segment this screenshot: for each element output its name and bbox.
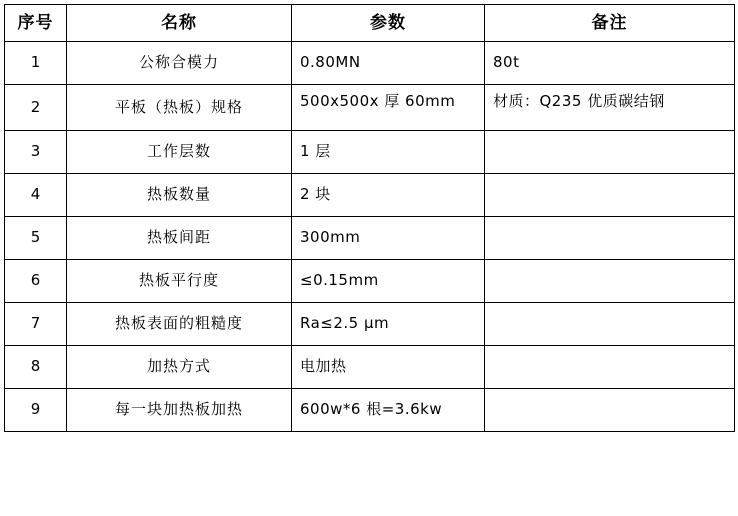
cell-index: 5 [5,217,67,260]
cell-name: 热板间距 [67,217,292,260]
cell-param: 电加热 [292,346,485,389]
table-header-row [5,5,735,42]
table-row [5,131,735,174]
table-row [5,42,735,85]
cell-param: 2 块 [292,174,485,217]
cell-name: 热板数量 [67,174,292,217]
column-header-remark: 备注 [485,5,735,42]
cell-param: Ra≤2.5 μm [292,303,485,346]
table-row [5,174,735,217]
table-header [5,5,735,42]
cell-index: 2 [5,85,67,131]
cell-remark [485,174,735,217]
cell-index: 4 [5,174,67,217]
cell-name: 加热方式 [67,346,292,389]
cell-name: 平板（热板）规格 [67,85,292,131]
column-header-name: 名称 [67,5,292,42]
table-row [5,346,735,389]
cell-index: 9 [5,389,67,432]
cell-remark [485,389,735,432]
column-header-param: 参数 [292,5,485,42]
cell-index: 7 [5,303,67,346]
cell-index: 3 [5,131,67,174]
cell-param: 500x500x 厚 60mm [292,85,485,131]
cell-remark [485,131,735,174]
cell-param: ≤0.15mm [292,260,485,303]
cell-name: 热板表面的粗糙度 [67,303,292,346]
cell-remark: 材质：Q235 优质碳结钢 [485,85,735,131]
cell-name: 热板平行度 [67,260,292,303]
table-row [5,303,735,346]
cell-index: 1 [5,42,67,85]
cell-remark [485,303,735,346]
cell-param: 1 层 [292,131,485,174]
table-row [5,217,735,260]
cell-param: 300mm [292,217,485,260]
cell-remark [485,217,735,260]
cell-remark [485,346,735,389]
cell-index: 8 [5,346,67,389]
cell-name: 每一块加热板加热 [67,389,292,432]
column-header-index: 序号 [5,5,67,42]
table-row [5,85,735,131]
cell-index: 6 [5,260,67,303]
specification-table [4,4,735,432]
cell-name: 公称合模力 [67,42,292,85]
cell-name: 工作层数 [67,131,292,174]
cell-remark [485,260,735,303]
table-row [5,260,735,303]
cell-param: 0.80MN [292,42,485,85]
table-body [5,42,735,432]
cell-param: 600w*6 根=3.6kw [292,389,485,432]
document-page [0,4,738,516]
table-row [5,389,735,432]
cell-remark: 80t [485,42,735,85]
